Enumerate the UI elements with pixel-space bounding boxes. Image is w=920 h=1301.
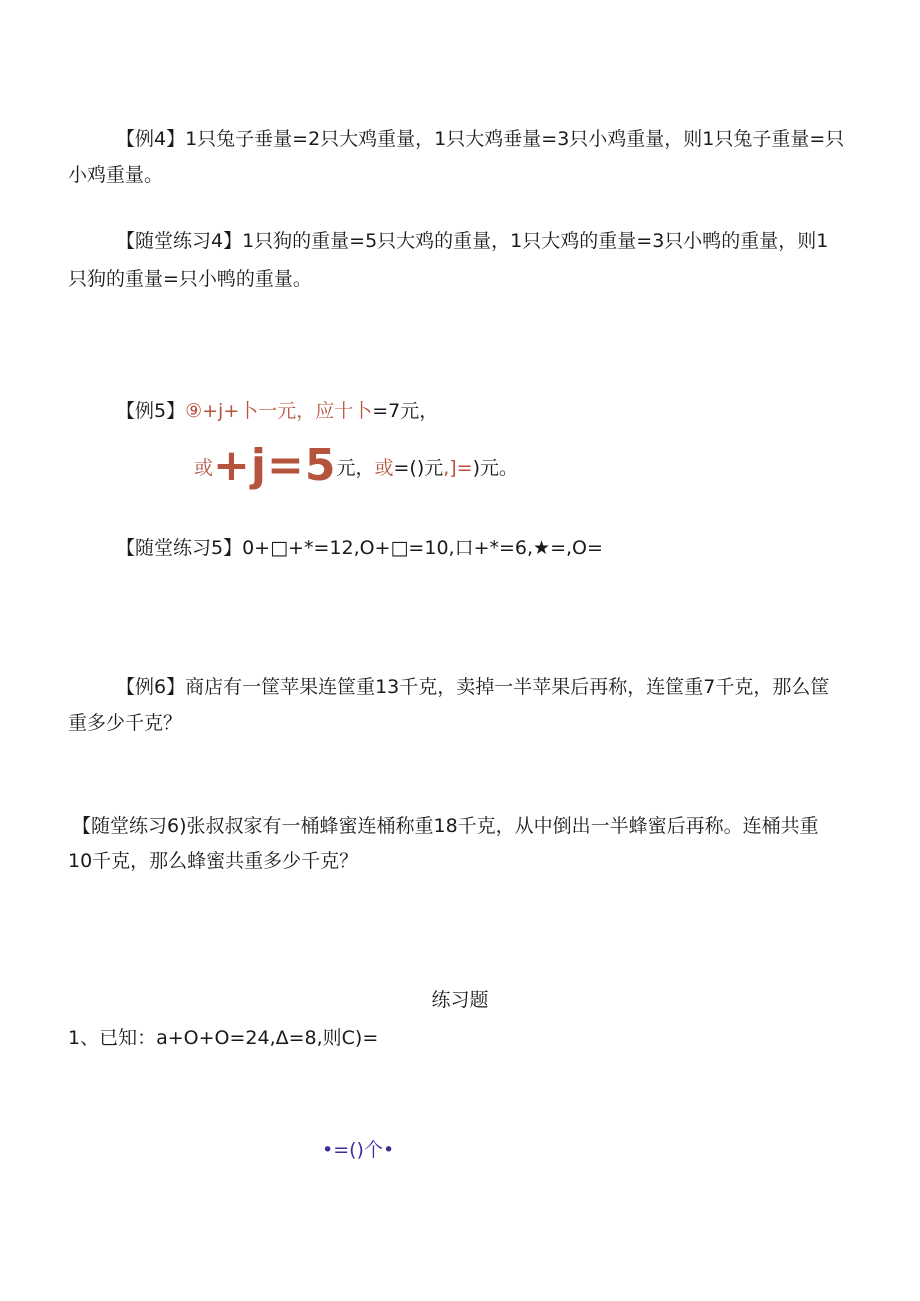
example-5-line-2 <box>194 440 519 492</box>
practice-4-line-1: 【随堂练习4】1只狗的重量=5只大鸡的重量，1只大鸡的重量=3只小鸭的重量，则1 <box>116 230 829 252</box>
exercise-question-1: 1、已知：a+O+O=24,Δ=8,则C)= <box>68 1027 379 1049</box>
example-6-line-2: 重多少千克？ <box>68 712 183 734</box>
example-5-or-2: 或 <box>374 457 394 479</box>
example-5-unit: 元， <box>336 457 375 479</box>
example-5-black-part: =7元， <box>372 400 439 422</box>
example-5-part-d: ,]= <box>443 457 473 479</box>
example-4-line-1: 【例4】1只兔子垂量=2只大鸡重量，1只大鸡垂量=3只小鸡重量，则1只兔子重量=只 <box>116 128 845 150</box>
example-4-line-2: 小鸡重量。 <box>68 164 164 186</box>
exercise-formula: •=()个• <box>322 1139 395 1161</box>
example-5-prefix: 【例5】 <box>116 400 186 422</box>
exercises-title: 练习题 <box>431 989 489 1011</box>
practice-4-line-2: 只狗的重量=只小鸭的重量。 <box>68 268 312 290</box>
example-5-or-1: 或 <box>194 457 214 479</box>
example-5-part-e: )元。 <box>472 457 519 479</box>
example-6-line-1: 【例6】商店有一筐苹果连筐重13千克，卖掉一半苹果后再称，连筐重7千克，那么筐 <box>116 676 830 698</box>
example-5-part-c: =()元 <box>393 457 444 479</box>
example-5-line-1 <box>116 394 438 429</box>
example-5-red-part-2: 应十卜 <box>315 400 373 422</box>
practice-6-line-2: 10千克，那么蜂蜜共重多少千克？ <box>68 850 359 872</box>
practice-5-line: 【随堂练习5】0+□+*=12,O+□=10,口+*=6,★=,O= <box>116 537 603 559</box>
practice-6-line-1: 【随堂练习6)张叔叔家有一桶蜂蜜连桶称重18千克，从中倒出一半蜂蜜后再称。连桶共重 <box>72 815 819 837</box>
example-5-red-part-1: ⑨+j+卜一元， <box>185 400 316 422</box>
example-5-big-equation: +j=5 <box>213 440 337 491</box>
